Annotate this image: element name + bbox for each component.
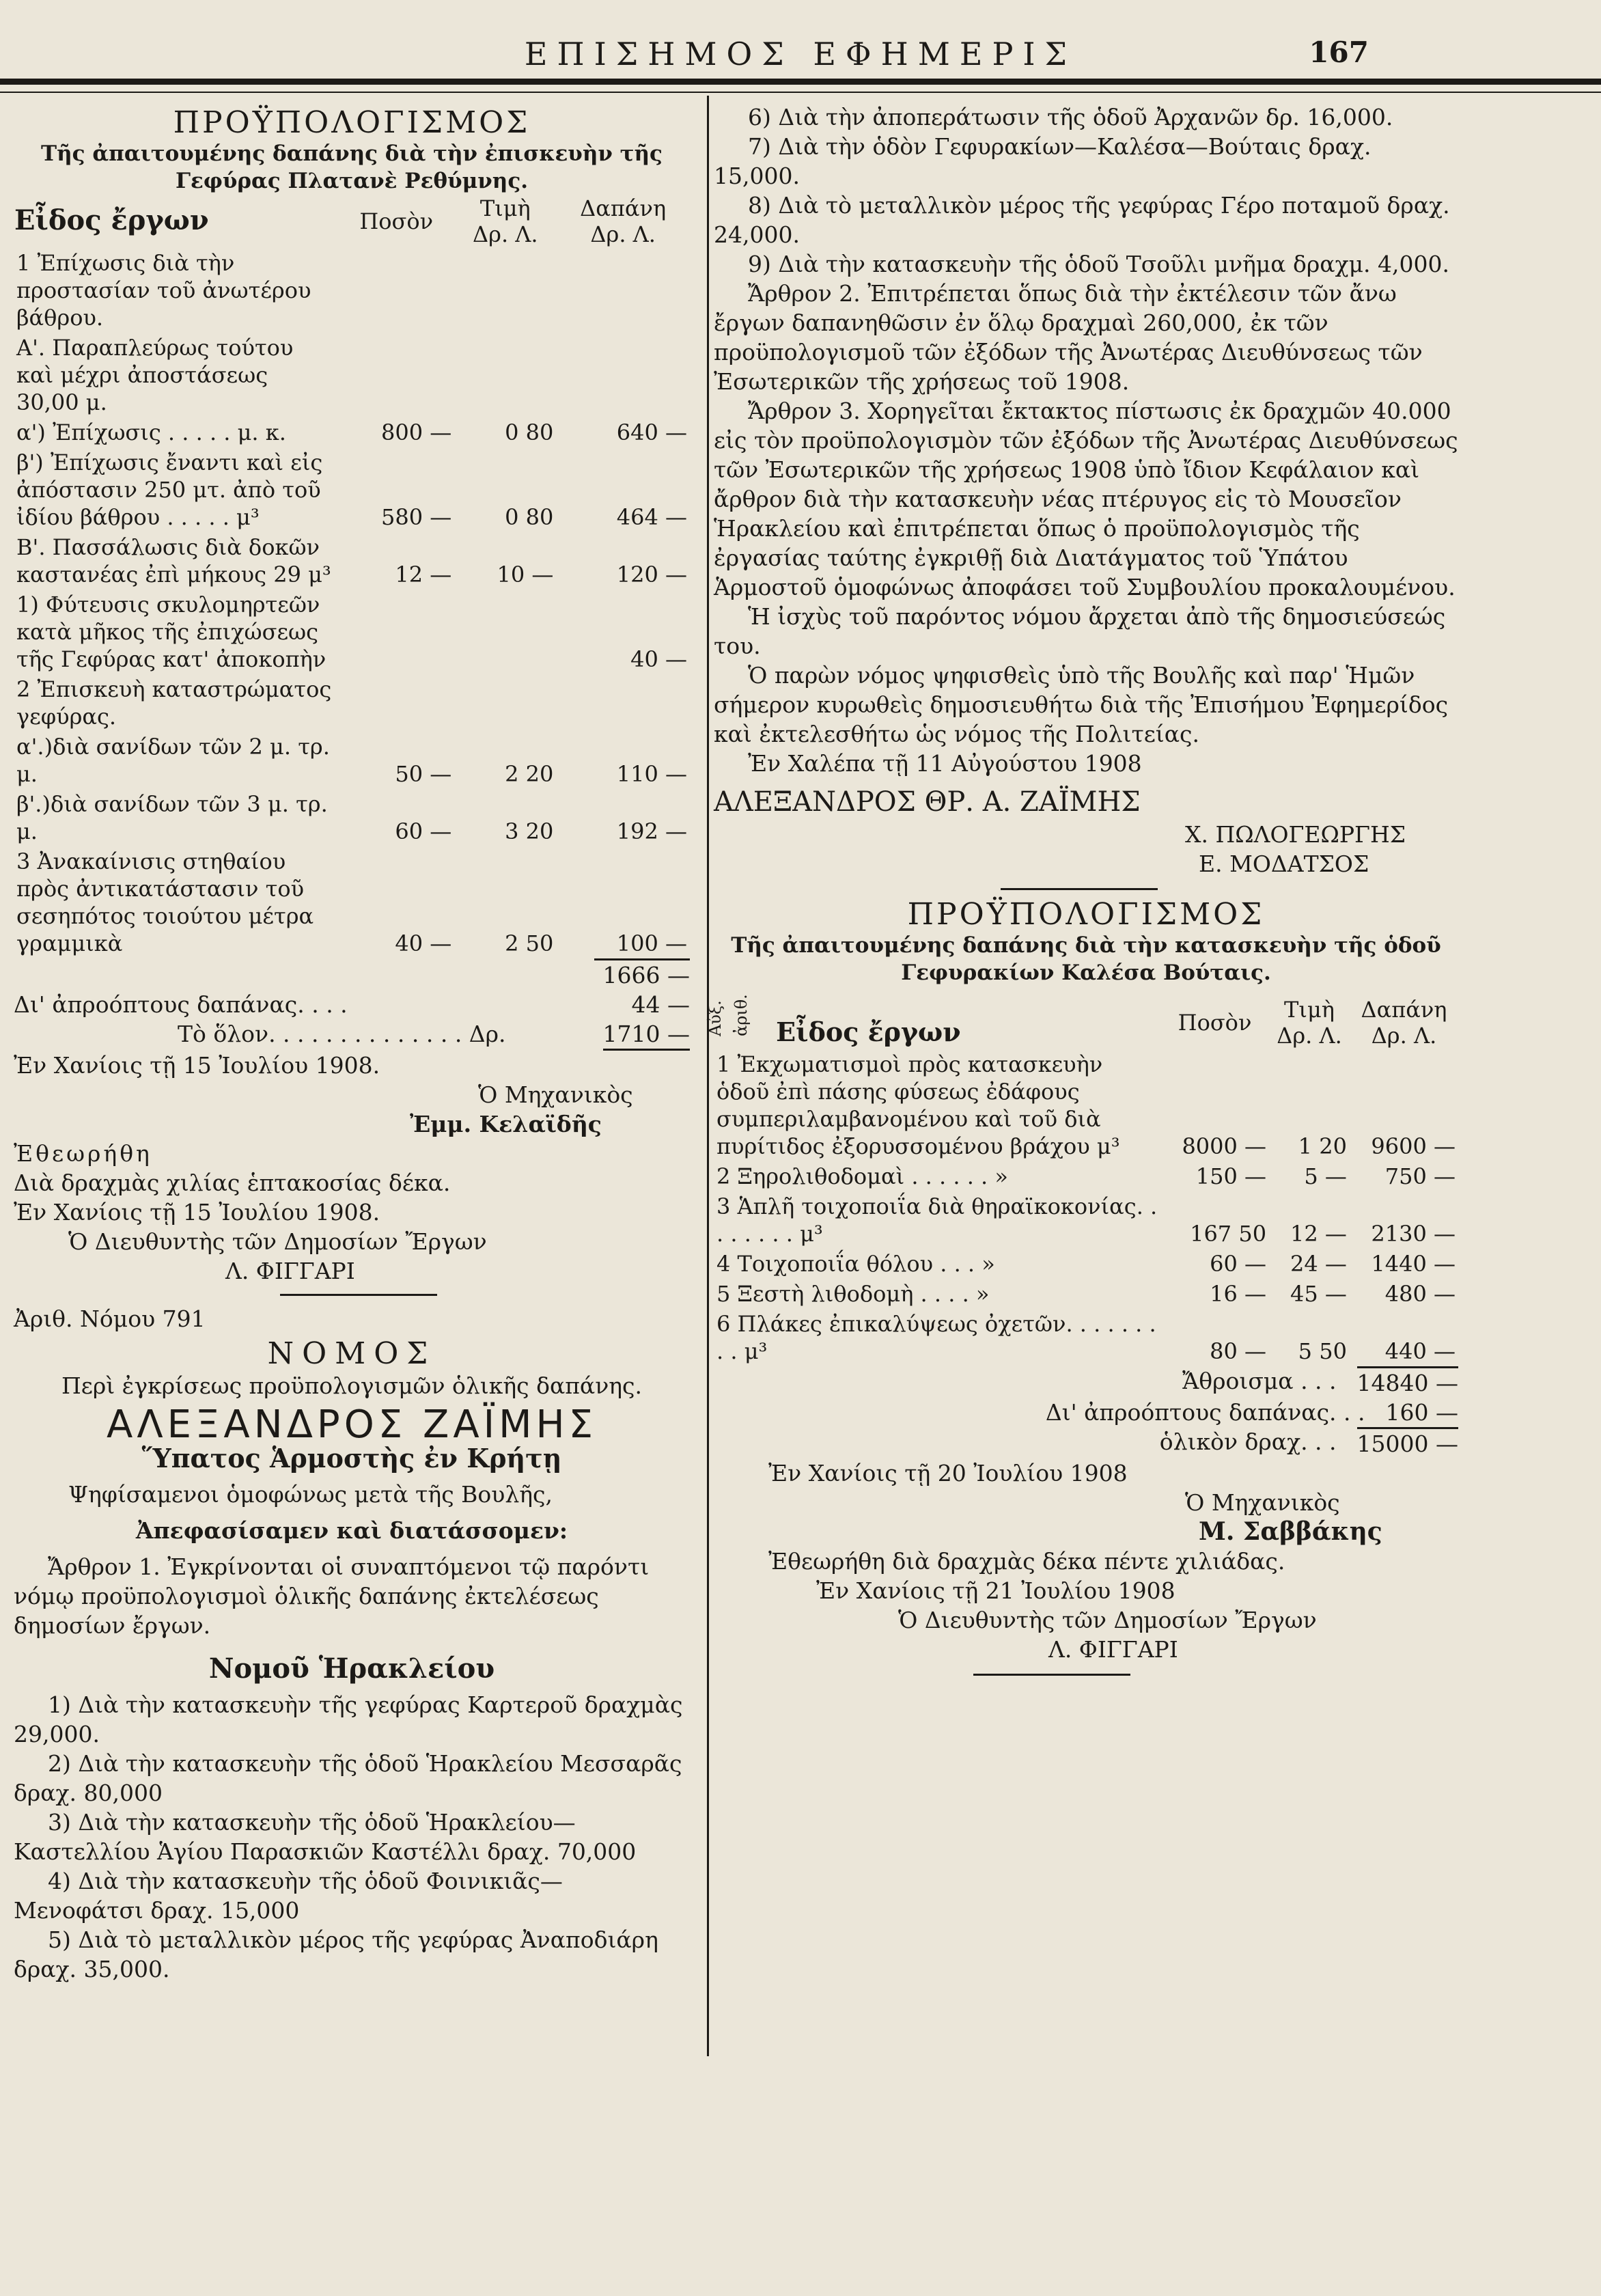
budget1-cost — [556, 248, 690, 333]
divider-rule-right-bottom — [973, 1674, 1130, 1676]
budget2-col-type: Εἶδος ἔργων — [776, 1016, 961, 1047]
law-cosign2: Ε. ΜΟΔΑΤΣΟΣ — [1199, 850, 1369, 877]
budget1-qty — [338, 674, 454, 732]
budget1-desc: β'.)διὰ σανίδων τῶν 3 μ. τρ. μ. — [16, 791, 328, 844]
budget1-cost — [556, 333, 690, 417]
budget1-cost: 640 — — [616, 419, 687, 445]
budget1-approved-date: Ἐν Χανίοις τῇ 15 Ἰουλίου 1908. — [14, 1199, 380, 1226]
budget2-contingencies: 160 — — [1385, 1399, 1458, 1426]
budget1-price: 10 — — [497, 562, 554, 587]
budget1-director-title: Ὁ Διευθυντὴς τῶν Δημοσίων Ἔργων — [68, 1228, 487, 1255]
law-cont-item: 6) Διὰ τὴν ἀποπεράτωσιν τῆς ὁδοῦ Ἀρχανῶν δρ. 16,000. — [748, 104, 1393, 130]
budget1-qty: 60 — — [395, 818, 452, 844]
budget2-sum-row — [714, 1366, 1458, 1398]
law-decree: Ἀπεφασίσαμεν καὶ διατάσσομεν: — [135, 1517, 568, 1544]
budget2-table — [706, 994, 1458, 1366]
budget1-price — [454, 674, 556, 732]
law-cont-item: 9) Διὰ τὴν κατασκευὴν τῆς ὁδοῦ Τσοῦλι μνῆμα δραχμ. 4,000. — [748, 251, 1449, 277]
law-number: Ἀριθ. Νόμου 791 — [14, 1305, 206, 1332]
budget1-col-price-unit: Δρ. Λ. — [473, 221, 538, 247]
budget1-desc: Β'. Πασσάλωσις διὰ δοκῶν καστανέας ἐπὶ μήκους 29 μ³ — [16, 534, 331, 587]
budget2-col-price-unit: Δρ. Λ. — [1277, 1023, 1342, 1049]
budget2-col-num: Αὐξ. ἀριθ. — [706, 994, 751, 1036]
budget2-row — [714, 1161, 1458, 1191]
budget1-engineer-title: Ὁ Μηχανικὸς — [478, 1081, 633, 1108]
budget1-engineer-name: Ἐμμ. Κελαϊδῆς — [410, 1111, 602, 1137]
budget2-col-price: Τιμὴ — [1284, 997, 1335, 1023]
budget1-row — [14, 417, 690, 447]
budget1-contingencies-row — [14, 990, 690, 1019]
budget1-row — [14, 248, 690, 333]
law-signatory: ΑΛΕΞΑΝΔΡΟΣ ΘΡ. Α. ΖΑΪΜΗΣ — [714, 786, 1141, 818]
budget1-cost: 40 — — [630, 646, 687, 672]
budget1-contingencies-label: Δι' ἀπροόπτους δαπάνας. . . . — [14, 991, 348, 1018]
budget1-col-type: Εἶδος ἔργων — [14, 204, 209, 236]
budget1-cost: 192 — — [616, 818, 687, 844]
page-number: 167 — [1309, 36, 1369, 69]
budget2-qty: 167 50 — [1190, 1221, 1267, 1247]
law-item: 3) Διὰ τὴν κατασκευὴν τῆς ὁδοῦ Ἡρακλείου—Καστελλίου Ἁγίου Παρασκιῶν Καστέλλι δραχ. 70,000 — [14, 1809, 637, 1865]
budget1-subtitle: Τῆς ἀπαιτουμένης δαπάνης διὰ τὴν ἐπισκευὴν τῆς Γεφύρας Πλατανὲ Ρεθύμνης. — [41, 141, 663, 193]
budget1-subtotal: 1666 — — [594, 958, 690, 990]
budget1-desc: 2 Ἐπισκευὴ καταστρώματος γεφύρας. — [16, 676, 332, 730]
budget2-qty: 60 — — [1210, 1251, 1267, 1277]
budget2-total-row — [714, 1427, 1458, 1458]
law-about: Περὶ ἐγκρίσεως προϋπολογισμῶν ὁλικῆς δαπάνης. — [61, 1372, 643, 1399]
budget2-header-row — [714, 996, 1458, 1049]
budget2-price: 45 — — [1290, 1281, 1347, 1307]
budget2-cost: 2130 — — [1371, 1221, 1456, 1247]
budget1-qty — [338, 590, 454, 674]
budget1-qty — [338, 248, 454, 333]
header-rule-thick — [0, 79, 1601, 85]
budget1-date: Ἐν Χανίοις τῇ 15 Ἰουλίου 1908. — [14, 1052, 380, 1079]
budget1-contingencies: 44 — — [631, 991, 690, 1018]
budget1-price — [454, 248, 556, 333]
budget2-price: 1 20 — [1298, 1133, 1347, 1159]
law-date: Ἐν Χαλέπα τῇ 11 Αὐγούστου 1908 — [748, 750, 1142, 777]
budget1-qty: 12 — — [395, 562, 452, 587]
budget1-approved: Ἐθεωρήθη — [14, 1140, 152, 1167]
budget2-total-label: ὁλικὸν δραχ. . . — [1159, 1428, 1337, 1455]
budget2-engineer-title: Ὁ Μηχανικὸς — [1185, 1489, 1340, 1516]
budget1-col-price: Τιμὴ — [479, 195, 531, 221]
budget2-sum: 14840 — — [1357, 1366, 1458, 1398]
budget2-row — [714, 1049, 1458, 1161]
budget1-row — [14, 447, 690, 532]
budget1-desc: 1 Ἐπίχωσις διὰ τὴν προστασίαν τοῦ ἀνωτέρου βάθρου. — [16, 250, 311, 331]
budget1-price: 0 80 — [505, 419, 554, 445]
law-cosign1: Χ. ΠΩΛΟΓΕΩΡΓΗΣ — [1185, 821, 1406, 848]
budget1-desc: β') Ἐπίχωσις ἔναντι καὶ εἰς ἀπόστασιν 250 μτ. ἀπὸ τοῦ ἰδίου βάθρου . . . . . μ³ — [16, 449, 323, 530]
budget1-row — [14, 674, 690, 732]
budget1-approved-amount: Διὰ δραχμὰς χιλίας ἑπτακοσίας δέκα. — [14, 1170, 451, 1196]
budget2-contingencies-label: Δι' ἀπροόπτους δαπάνας. . . — [1045, 1399, 1365, 1426]
law-items-continued — [714, 102, 1458, 279]
left-column — [14, 102, 690, 1984]
budget1-price — [454, 333, 556, 417]
budget2-contingencies-row — [714, 1398, 1458, 1427]
budget1-title: ΠΡΟΫΠΟΛΟΓΙΣΜΟΣ — [173, 105, 531, 140]
budget2-subtitle: Τῆς ἀπαιτουμένης δαπάνης διὰ τὴν κατασκευὴν τῆς ὁδοῦ Γεφυρακίων Καλέσα Βούταις. — [731, 933, 1441, 985]
budget1-table — [14, 195, 690, 958]
budget2-col-qty: Ποσὸν — [1178, 1010, 1252, 1036]
budget2-cost: 9600 — — [1371, 1133, 1456, 1159]
budget2-price: 12 — — [1290, 1221, 1347, 1247]
law-voted: Ψηφίσαμενοι ὁμοφώνως μετὰ τῆς Βουλῆς, — [68, 1481, 553, 1508]
budget2-col-cost: Δαπάνη — [1361, 997, 1447, 1023]
budget1-price: 3 20 — [505, 818, 554, 844]
divider-rule-right — [1001, 888, 1158, 890]
law-item: 1) Διὰ τὴν κατασκευὴν τῆς γεφύρας Καρτεροῦ δραχμὰς 29,000. — [14, 1691, 683, 1747]
budget1-desc: 3 Ἀνακαίνισις στηθαίου πρὸς ἀντικατάστασιν τοῦ σεσηπότος τοιούτου μέτρα γραμμικὰ — [16, 848, 314, 956]
budget1-total-label: Τὸ ὅλον. . . . . . . . . . . . . . Δρ. — [178, 1021, 506, 1047]
budget1-price — [454, 590, 556, 674]
budget2-desc: 1 Ἐκχωματισμοὶ πρὸς κατασκευὴν ὁδοῦ ἐπὶ πάσης φύσεως ἐδάφους συμπεριλαμβανομένου καὶ τοῦ διὰ πυρίτιδος ἐξορυσσομένου βράχου μ³ — [716, 1051, 1120, 1159]
budget2-desc: 3 Ἁπλῆ τοιχοποιΐα διὰ θηραϊκοκονίας. . . . . . . . μ³ — [716, 1193, 1158, 1247]
law-cont-item: 7) Διὰ τὴν ὁδὸν Γεφυρακίων—Καλέσα—Βούταις δραχ. 15,000. — [714, 133, 1372, 189]
budget1-cost — [556, 674, 690, 732]
law-issuer-title: Ὕπατος Ἁρμοστὴς ἐν Κρήτῃ — [141, 1443, 562, 1474]
divider-rule-left — [280, 1294, 437, 1296]
budget1-header-row — [14, 195, 690, 248]
budget1-total: 1710 — — [603, 1019, 690, 1051]
law-item: 2) Διὰ τὴν κατασκευὴν τῆς ὁδοῦ Ἡρακλείου Μεσσαρᾶς δραχ. 80,000 — [14, 1750, 682, 1806]
budget2-desc: 5 Ξεστὴ λιθοδομὴ . . . . » — [716, 1281, 990, 1307]
budget2-title: ΠΡΟΫΠΟΛΟΓΙΣΜΟΣ — [907, 897, 1265, 932]
budget2-desc: 6 Πλάκες ἐπικαλύψεως ὀχετῶν. . . . . . . . . μ³ — [716, 1311, 1156, 1364]
budget2-row — [714, 1309, 1458, 1366]
budget1-qty: 580 — — [380, 504, 452, 530]
budget1-desc: 1) Φύτευσις σκυλομηρτεῶν κατὰ μῆκος τῆς ἐπιχώσεως τῆς Γεφύρας κατ' ἀποκοπὴν — [16, 592, 326, 672]
budget1-price: 0 80 — [505, 504, 554, 530]
law-issuer: ΑΛΕΞΑΝΔΡΟΣ ΖΑΪΜΗΣ — [107, 1402, 597, 1447]
budget2-total: 15000 — — [1357, 1427, 1458, 1458]
law-article1: Ἄρθρον 1. Ἐγκρίνονται οἱ συναπτόμενοι τῷ παρόντι νόμῳ προϋπολογισμοὶ ὁλικῆς δαπάνης ἐκτελέσεως δημοσίων ἔργων. — [14, 1553, 650, 1639]
budget2-price: 5 50 — [1298, 1338, 1347, 1364]
budget2-qty: 16 — — [1210, 1281, 1267, 1307]
budget1-qty: 800 — — [380, 419, 452, 445]
column-divider — [707, 96, 709, 2056]
budget2-sum-label: Ἄθροισμα . . . — [1182, 1368, 1337, 1394]
budget2-price: 24 — — [1290, 1251, 1347, 1277]
budget1-price: 2 20 — [505, 761, 554, 787]
law-title: ΝΟΜΟΣ — [267, 1336, 436, 1371]
masthead: ΕΠΙΣΗΜΟΣ ΕΦΗΜΕΡΙΣ — [524, 36, 1077, 72]
header-rule-thin — [0, 92, 1601, 93]
budget1-qty: 40 — — [395, 930, 452, 956]
budget2-qty: 80 — — [1210, 1338, 1267, 1364]
budget1-cost: 100 — — [616, 930, 687, 956]
budget2-qty: 150 — — [1195, 1163, 1267, 1189]
law-prefecture: Νομοῦ Ἡρακλείου — [208, 1652, 495, 1685]
budget1-cost: 120 — — [616, 562, 687, 587]
law-cont-item: 8) Διὰ τὸ μεταλλικὸν μέρος τῆς γεφύρας Γέρο ποταμοῦ δραχ. 24,000. — [714, 192, 1450, 248]
budget2-col-cost-unit: Δρ. Λ. — [1371, 1023, 1437, 1049]
budget1-director-name: Λ. ΦΙΓΓΑΡΙ — [225, 1258, 355, 1284]
budget1-col-cost: Δαπάνη — [580, 195, 667, 221]
budget2-approved-date: Ἐν Χανίοις τῇ 21 Ἰουλίου 1908 — [816, 1577, 1175, 1604]
budget2-row — [714, 1191, 1458, 1249]
budget2-row — [714, 1249, 1458, 1279]
budget1-desc: Α'. Παραπλεύρως τούτου καὶ μέχρι ἀποστάσεως 30,00 μ. — [16, 335, 294, 415]
budget1-desc: α') Ἐπίχωσις . . . . . μ. κ. — [16, 419, 286, 445]
budget1-cost: 110 — — [616, 761, 687, 787]
budget1-row — [14, 789, 690, 846]
law-article3: Ἄρθρον 3. Χορηγεῖται ἔκτακτος πίστωσις ἐκ δραχμῶν 40.000 εἰς τὸν προϋπολογισμὸν τῶν ἐξόδων τῆς Ἀνωτέρας Διευθύνσεως τῶν Ἐσωτερικῶν τῆς χρήσεως 1908 ὑπὸ ἴδιον Κεφάλαιον καὶ ἄρθρον διὰ τὴν κατασκευὴν νέας πτέρυγος εἰς τὸ Μουσεῖον Ἡρακλείου καὶ ἐπιτρέπεται ὅπως ὁ προϋπολογισμὸς τῆς ἐργασίας ταύτης ἐγκριθῇ διὰ Διατάγματος τοῦ Ὑπάτου Ἁρμοστοῦ ὁμοφώνως ἀποφάσει τοῦ Συμβουλίου προκαλουμένου. — [714, 398, 1458, 600]
budget2-price: 5 — — [1304, 1163, 1347, 1189]
budget2-director-title: Ὁ Διευθυντὴς τῶν Δημοσίων Ἔργων — [898, 1607, 1317, 1633]
budget2-date: Ἐν Χανίοις τῇ 20 Ἰουλίου 1908 — [768, 1460, 1128, 1486]
budget1-row — [14, 732, 690, 789]
budget2-approved: Ἐθεωρήθη διὰ δραχμὰς δέκα πέντε χιλιάδας. — [768, 1548, 1285, 1575]
budget1-row — [14, 532, 690, 590]
budget1-qty: 50 — — [395, 761, 452, 787]
budget2-row — [714, 1279, 1458, 1309]
budget1-price: 2 50 — [505, 930, 554, 956]
budget2-director-name: Λ. ΦΙΓΓΑΡΙ — [1048, 1636, 1178, 1663]
budget1-total-row — [14, 1019, 690, 1051]
law-item: 5) Διὰ τὸ μεταλλικὸν μέρος τῆς γεφύρας Ἀναποδιάρη δραχ. 35,000. — [14, 1926, 658, 1982]
law-article2: Ἄρθρον 2. Ἐπιτρέπεται ὅπως διὰ τὴν ἐκτέλεσιν τῶν ἄνω ἔργων δαπανηθῶσιν ἐν ὅλῳ δραχμαὶ 260,000, ἐκ τῶν προϋπολογισμοῦ τῶν ἐξόδων τῆς Ἀνωτέρας Διευθύνσεως τῶν Ἐσωτερικῶν τῆς χρήσεως τοῦ 1908. — [714, 280, 1423, 395]
law-item: 4) Διὰ τὴν κατασκευὴν τῆς ὁδοῦ Φοινικιᾶς—Μενοφάτσι δραχ. 15,000 — [14, 1868, 563, 1924]
budget1-col-qty: Ποσὸν — [359, 208, 434, 234]
budget1-row — [14, 590, 690, 674]
budget2-desc: 4 Τοιχοποιΐα θόλου . . . » — [716, 1251, 995, 1277]
page-header — [0, 0, 1601, 89]
budget1-desc: α'.)διὰ σανίδων τῶν 2 μ. τρ. μ. — [16, 734, 330, 787]
budget2-cost: 440 — — [1384, 1338, 1456, 1364]
law-validity: Ἡ ἰσχὺς τοῦ παρόντος νόμου ἄρχεται ἀπὸ τῆς δημοσιεύσεώς του. — [714, 603, 1446, 659]
law-items — [14, 1690, 690, 1984]
right-column — [706, 102, 1458, 1676]
budget2-cost: 1440 — — [1371, 1251, 1456, 1277]
law-publication: Ὁ παρὼν νόμος ψηφισθεὶς ὑπὸ τῆς Βουλῆς καὶ παρ' Ἡμῶν σήμερον κυρωθεὶς δημοσιευθήτω διὰ τῆς Ἐπισήμου Ἐφημερίδος καὶ ἐκτελεσθήτω ὡς νόμος τῆς Πολιτείας. — [714, 662, 1449, 747]
budget1-row — [14, 333, 690, 417]
budget1-col-cost-unit: Δρ. Λ. — [590, 221, 656, 247]
budget2-desc: 2 Ξηρολιθοδομαὶ . . . . . . » — [716, 1163, 1008, 1189]
budget2-engineer-name: Μ. Σαββάκης — [1199, 1517, 1382, 1546]
budget1-cost: 464 — — [616, 504, 687, 530]
budget2-cost: 480 — — [1384, 1281, 1456, 1307]
budget1-row — [14, 846, 690, 958]
budget1-qty — [338, 333, 454, 417]
budget2-cost: 750 — — [1384, 1163, 1456, 1189]
budget2-qty: 8000 — — [1182, 1133, 1267, 1159]
